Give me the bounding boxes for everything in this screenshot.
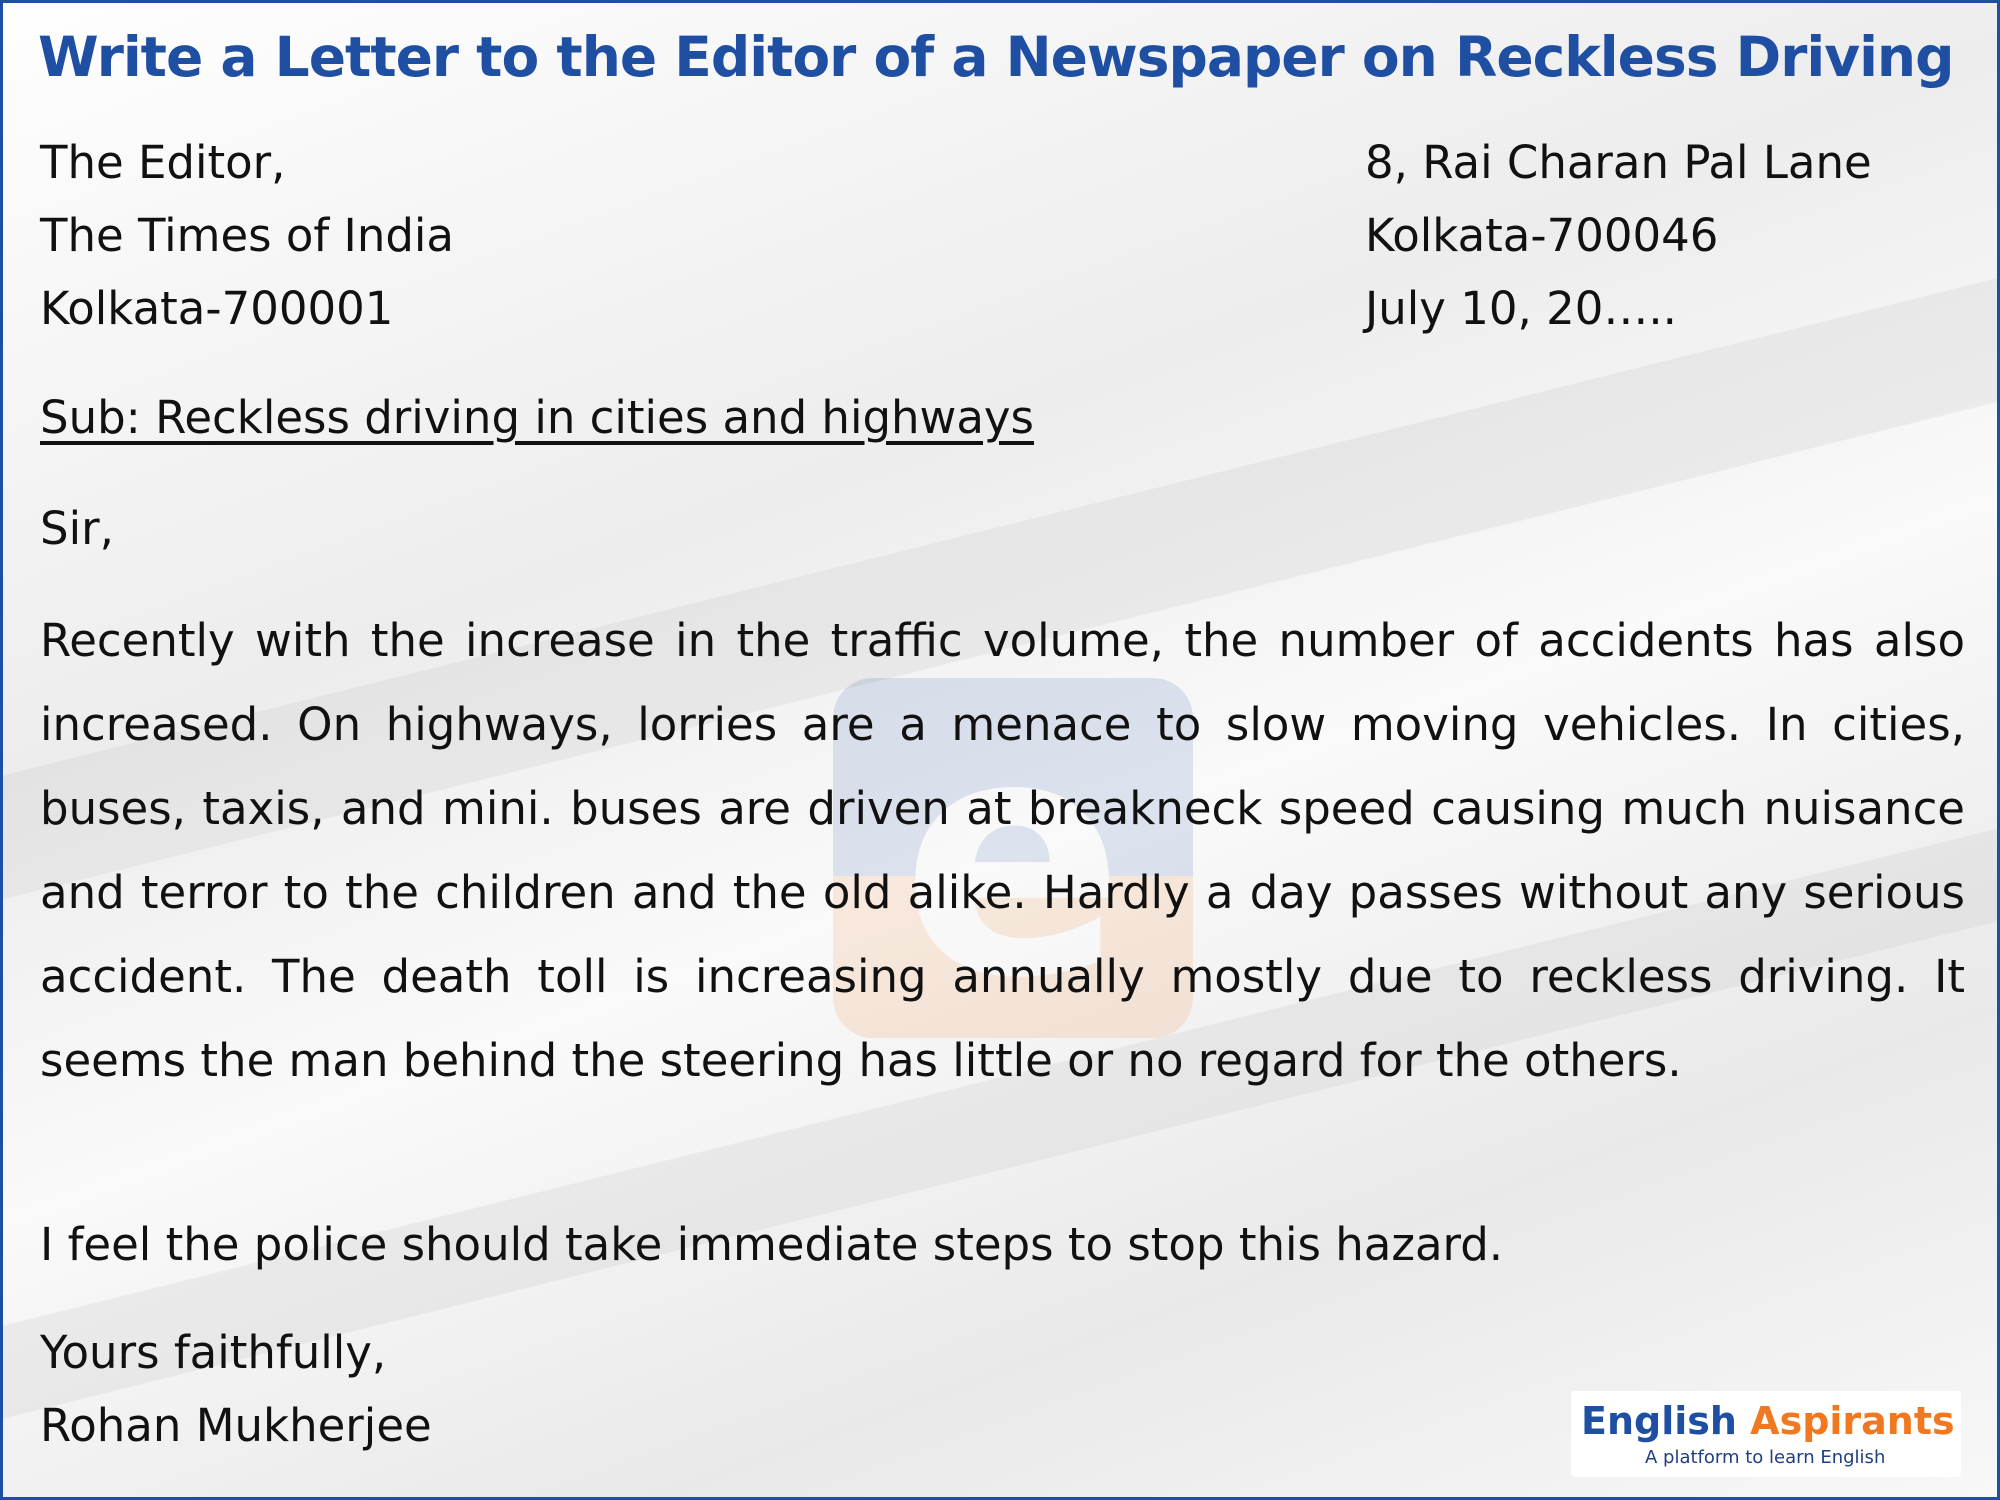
brand-word-english: English	[1581, 1399, 1737, 1443]
sender-address	[1365, 126, 1872, 345]
recipient-line: The Editor,	[40, 136, 286, 189]
complimentary-close: Yours faithfully,	[40, 1326, 387, 1379]
signoff	[40, 1316, 432, 1462]
brand-tagline: A platform to learn English	[1645, 1447, 1886, 1468]
brand-name	[1581, 1399, 1955, 1443]
recipient-line: Kolkata-700001	[40, 282, 394, 335]
page-title: Write a Letter to the Editor of a Newspaper on Reckless Driving	[38, 25, 1954, 89]
sender-line: Kolkata-700046	[1365, 209, 1719, 262]
signature-name: Rohan Mukherjee	[40, 1399, 432, 1452]
letter-date: July 10, 20…..	[1365, 282, 1677, 335]
watermark-letter: e	[901, 678, 1125, 1038]
sender-line: 8, Rai Charan Pal Lane	[1365, 136, 1872, 189]
brand-word-aspirants: Aspirants	[1750, 1399, 1955, 1443]
brand-logo	[1571, 1391, 1961, 1477]
recipient-address	[40, 126, 454, 345]
recipient-line: The Times of India	[40, 209, 454, 262]
salutation: Sir,	[40, 502, 114, 555]
letter-body: Recently with the increase in the traffic volume, the number of accidents has also increased. On highways, lorries are a menace to slow moving vehicles. In cities, buses, taxis, and mini. buses are driven at breakneck speed causing much nuisance and terror to the children and the old alike. Hardly a day passes without any serious accident. The death toll is increasing annually mostly due to reckless driving. It seems the man behind the steering has little or no regard for the others.	[40, 614, 1965, 1087]
letter-subject: Sub: Reckless driving in cities and highways	[40, 391, 1034, 444]
closing-paragraph: I feel the police should take immediate steps to stop this hazard.	[40, 1218, 1504, 1271]
